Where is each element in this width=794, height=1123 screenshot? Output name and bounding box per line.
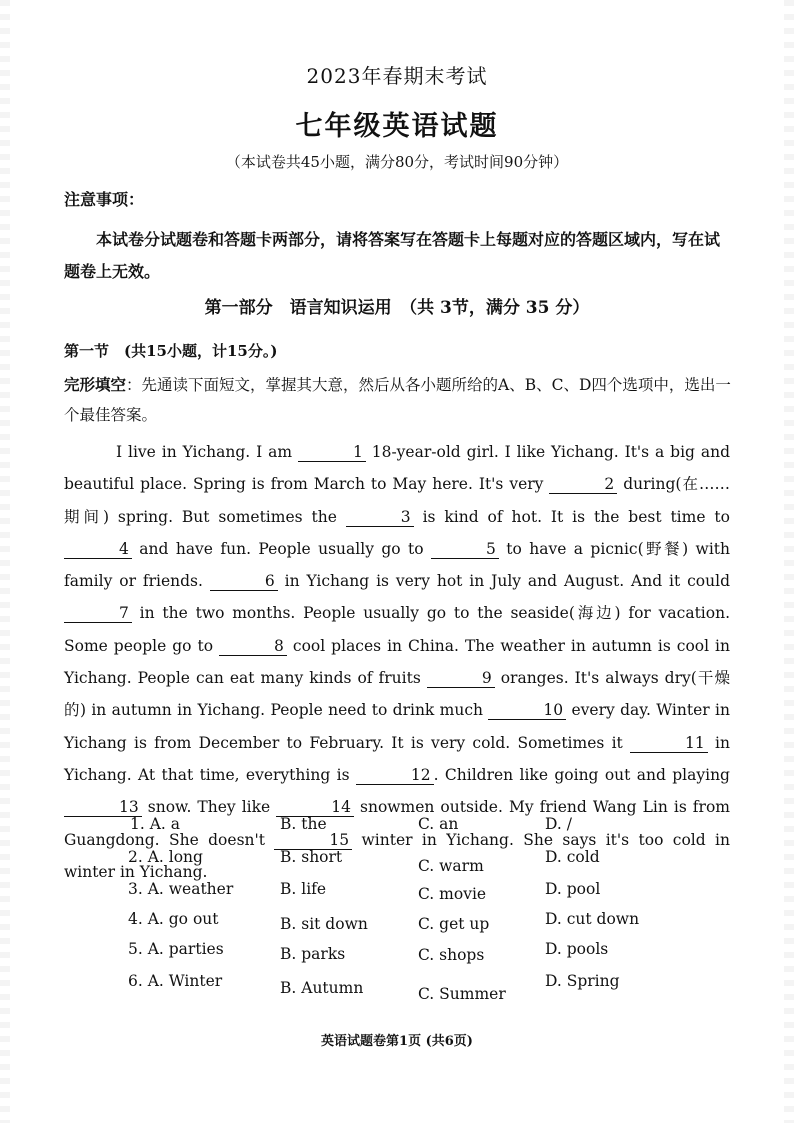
option-b: B. the — [280, 815, 327, 833]
option-c: C. movie — [418, 885, 487, 903]
option-b: B. Autumn — [280, 979, 364, 997]
option-a: 3. A. weather — [128, 880, 234, 898]
blank-13: 13 — [64, 798, 142, 817]
passage-text: cool places in China. The weather in autumn is cool in Yichang. People can eat many kinds of fruits — [64, 636, 731, 688]
blank-8: 8 — [219, 637, 287, 656]
notice-body: 本试卷分试题卷和答题卡两部分，请将答案写在答题卡上每题对应的答题区域内，写在试题卷上无效。 — [64, 230, 721, 281]
instructions-label: 完形填空 — [64, 375, 127, 394]
passage-text: is kind of hot. It is the best time to — [413, 507, 730, 526]
option-b: B. sit down — [280, 915, 368, 933]
option-row-6 — [0, 972, 794, 1003]
option-d: D. cold — [545, 848, 600, 866]
option-row-5 — [0, 940, 794, 966]
passage-text: snowmen outside. My friend Wang Lin is from Guangdong. She doesn't — [64, 798, 730, 849]
passage-text: to have a picnic(野餐) with family or friends. — [64, 539, 730, 591]
section-title: 第一节 (共15小题，计15分。) — [64, 342, 278, 360]
option-b: B. short — [280, 848, 343, 866]
instructions — [64, 370, 734, 430]
option-b: B. life — [280, 880, 327, 898]
option-c: C. get up — [418, 915, 490, 933]
blank-7: 7 — [64, 604, 132, 623]
part-title: 第一部分 语言知识运用 （共 3节，满分 35 分） — [204, 298, 590, 318]
blank-5: 5 — [431, 540, 499, 559]
passage-text: in Yichang is very hot in July and August. And it could — [277, 572, 731, 591]
blank-6: 6 — [210, 572, 278, 591]
option-d: D. cut down — [545, 910, 640, 928]
blank-4: 4 — [64, 540, 132, 559]
passage-text: in Yichang. At that time, everything is — [64, 733, 730, 784]
blank-11: 11 — [630, 734, 708, 753]
option-row-2 — [0, 848, 794, 874]
blank-10: 10 — [488, 701, 566, 720]
page-title: 七年级英语试题 — [295, 111, 499, 142]
passage-text: every day. Winter in Yichang is from December to February. It is very cold. Sometimes it — [64, 701, 730, 752]
option-row-4 — [0, 910, 794, 936]
option-a: 4. A. go out — [128, 910, 219, 928]
blank-15: 15 — [274, 831, 352, 850]
passage-text: winter in Yichang. She says it's too cold in winter in Yichang. — [64, 830, 730, 881]
option-a: 1. A. a — [130, 815, 181, 833]
exam-subtitle: （本试卷共45小题，满分80分，考试时间90分钟） — [225, 153, 569, 171]
blank-1: 1 — [298, 443, 366, 462]
option-row-3 — [0, 880, 794, 906]
passage-text: I live in Yichang. I am — [116, 443, 298, 461]
exam-name: 2023年春期末考试 — [306, 64, 488, 88]
option-c: C. Summer — [418, 985, 506, 1003]
option-a: 5. A. parties — [128, 940, 224, 958]
passage-text: and have fun. People usually go to — [131, 539, 431, 558]
option-d: D. / — [545, 815, 572, 833]
passage-text: . Children like going out and playing — [433, 765, 730, 784]
option-a: 6. A. Winter — [128, 972, 223, 990]
instructions-text: ：先通读下面短文，掌握其大意，然后从各小题所给的A、B、C、D四个选项中，选出一个最佳答案。 — [64, 376, 731, 424]
passage-text: 18-year-old girl. I like Yichang. It's a big and beautiful place. Spring is from March to May here. It's very — [64, 443, 730, 494]
passage-text: snow. They like — [141, 798, 277, 817]
option-d: D. pool — [545, 880, 601, 898]
passage-text: in the two months. People usually go to the seaside(海边) for vacation. Some people go to — [64, 604, 730, 655]
blank-3: 3 — [346, 508, 414, 527]
page-footer: 英语试题卷第1页 (共6页) — [321, 1034, 473, 1049]
passage-text: during(在……期间) spring. But sometimes the — [64, 475, 730, 526]
option-d: D. Spring — [545, 972, 620, 990]
option-c: C. shops — [418, 946, 485, 964]
option-c: C. warm — [418, 857, 484, 875]
option-a: 2. A. long — [128, 848, 203, 866]
option-b: B. parks — [280, 945, 346, 963]
notice-heading: 注意事项： — [64, 190, 145, 209]
blank-14: 14 — [276, 798, 354, 817]
option-d: D. pools — [545, 940, 609, 958]
blank-9: 9 — [427, 669, 495, 688]
option-row-1 — [0, 815, 794, 841]
passage-text: oranges. It's always dry(干燥的) in autumn in Yichang. People need to drink much — [64, 669, 730, 720]
blank-2: 2 — [549, 475, 617, 494]
blank-12: 12 — [356, 766, 434, 785]
option-c: C. an — [418, 815, 459, 833]
